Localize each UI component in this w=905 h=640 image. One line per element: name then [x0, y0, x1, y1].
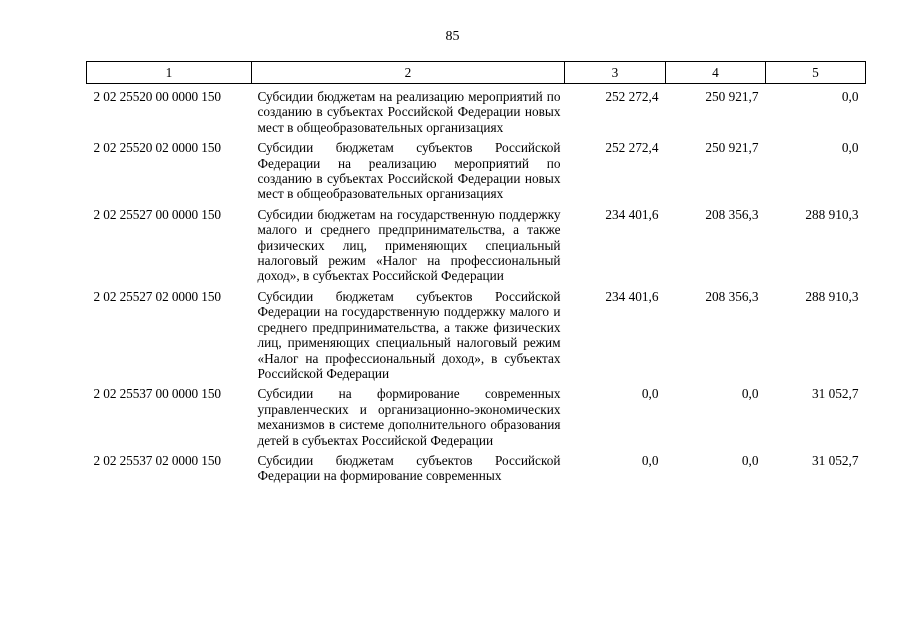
value-col4-cell: 0,0 [741, 386, 759, 402]
table-row [87, 137, 866, 204]
value-col5-cell: 31 052,7 [811, 452, 859, 468]
budget-code-cell: 2 02 25520 02 0000 150 [93, 140, 221, 156]
value-col4-cell: 0,0 [741, 452, 759, 468]
header-row [87, 62, 866, 84]
table-row [87, 383, 866, 450]
column-header-2: 2 [252, 62, 565, 84]
budget-code-cell: 2 02 25537 00 0000 150 [93, 386, 221, 402]
description-cell: Субсидии бюджетам субъектов Российской Федерации на формирование современных [257, 452, 561, 484]
column-header-5: 5 [766, 62, 866, 84]
value-col4-cell: 250 921,7 [705, 89, 759, 104]
table-row [87, 450, 866, 486]
budget-code-cell: 2 02 25520 00 0000 150 [93, 89, 221, 104]
value-col4-cell: 208 356,3 [705, 206, 759, 222]
table-row [87, 204, 866, 286]
value-col3-cell: 0,0 [641, 452, 659, 468]
value-col3-cell: 234 401,6 [605, 288, 659, 304]
table-row [87, 84, 866, 138]
budget-code-cell: 2 02 25537 02 0000 150 [93, 452, 221, 468]
value-col5-cell: 31 052,7 [811, 386, 859, 402]
page-number: 85 [445, 29, 460, 44]
budget-table [86, 61, 866, 486]
value-col5-cell: 0,0 [841, 89, 859, 104]
value-col3-cell: 252 272,4 [605, 89, 659, 104]
column-header-1: 1 [87, 62, 252, 84]
table-body [87, 84, 866, 486]
value-col4-cell: 208 356,3 [705, 288, 759, 304]
description-cell: Субсидии бюджетам субъектов Российской Федерации на государственную поддержку малого и среднего предпринимательства, а также физических лиц, применяющих специальный налоговый режим «Налог на профессиональный доход», в субъектах Российской Федерации [257, 288, 561, 381]
table-row [87, 286, 866, 383]
column-header-4: 4 [666, 62, 766, 84]
description-cell: Субсидии бюджетам субъектов Российской Федерации на реализацию мероприятий по созданию в субъектах Российской Федерации новых мест в общеобразовательных организациях [257, 140, 561, 202]
value-col3-cell: 0,0 [641, 386, 659, 402]
value-col5-cell: 288 910,3 [805, 288, 859, 304]
description-cell: Субсидии бюджетам на реализацию мероприятий по созданию в субъектах Российской Федерации новых мест в общеобразовательных организациях [257, 89, 561, 135]
value-col3-cell: 234 401,6 [605, 206, 659, 222]
budget-code-cell: 2 02 25527 02 0000 150 [93, 288, 221, 304]
table-header [87, 62, 866, 84]
value-col4-cell: 250 921,7 [705, 140, 759, 156]
column-header-3: 3 [565, 62, 666, 84]
value-col5-cell: 288 910,3 [805, 206, 859, 222]
description-cell: Субсидии бюджетам на государственную поддержку малого и среднего предпринимательства, а также физических лиц, применяющих специальный налоговый режим «Налог на профессиональный доход», в субъектах Российской Федерации [257, 206, 561, 284]
value-col5-cell: 0,0 [841, 140, 859, 156]
budget-code-cell: 2 02 25527 00 0000 150 [93, 206, 221, 222]
description-cell: Субсидии на формирование современных управленческих и организационно-экономических механизмов в системе дополнительного образования детей в субъектах Российской Федерации [257, 386, 561, 448]
value-col3-cell: 252 272,4 [605, 140, 659, 156]
